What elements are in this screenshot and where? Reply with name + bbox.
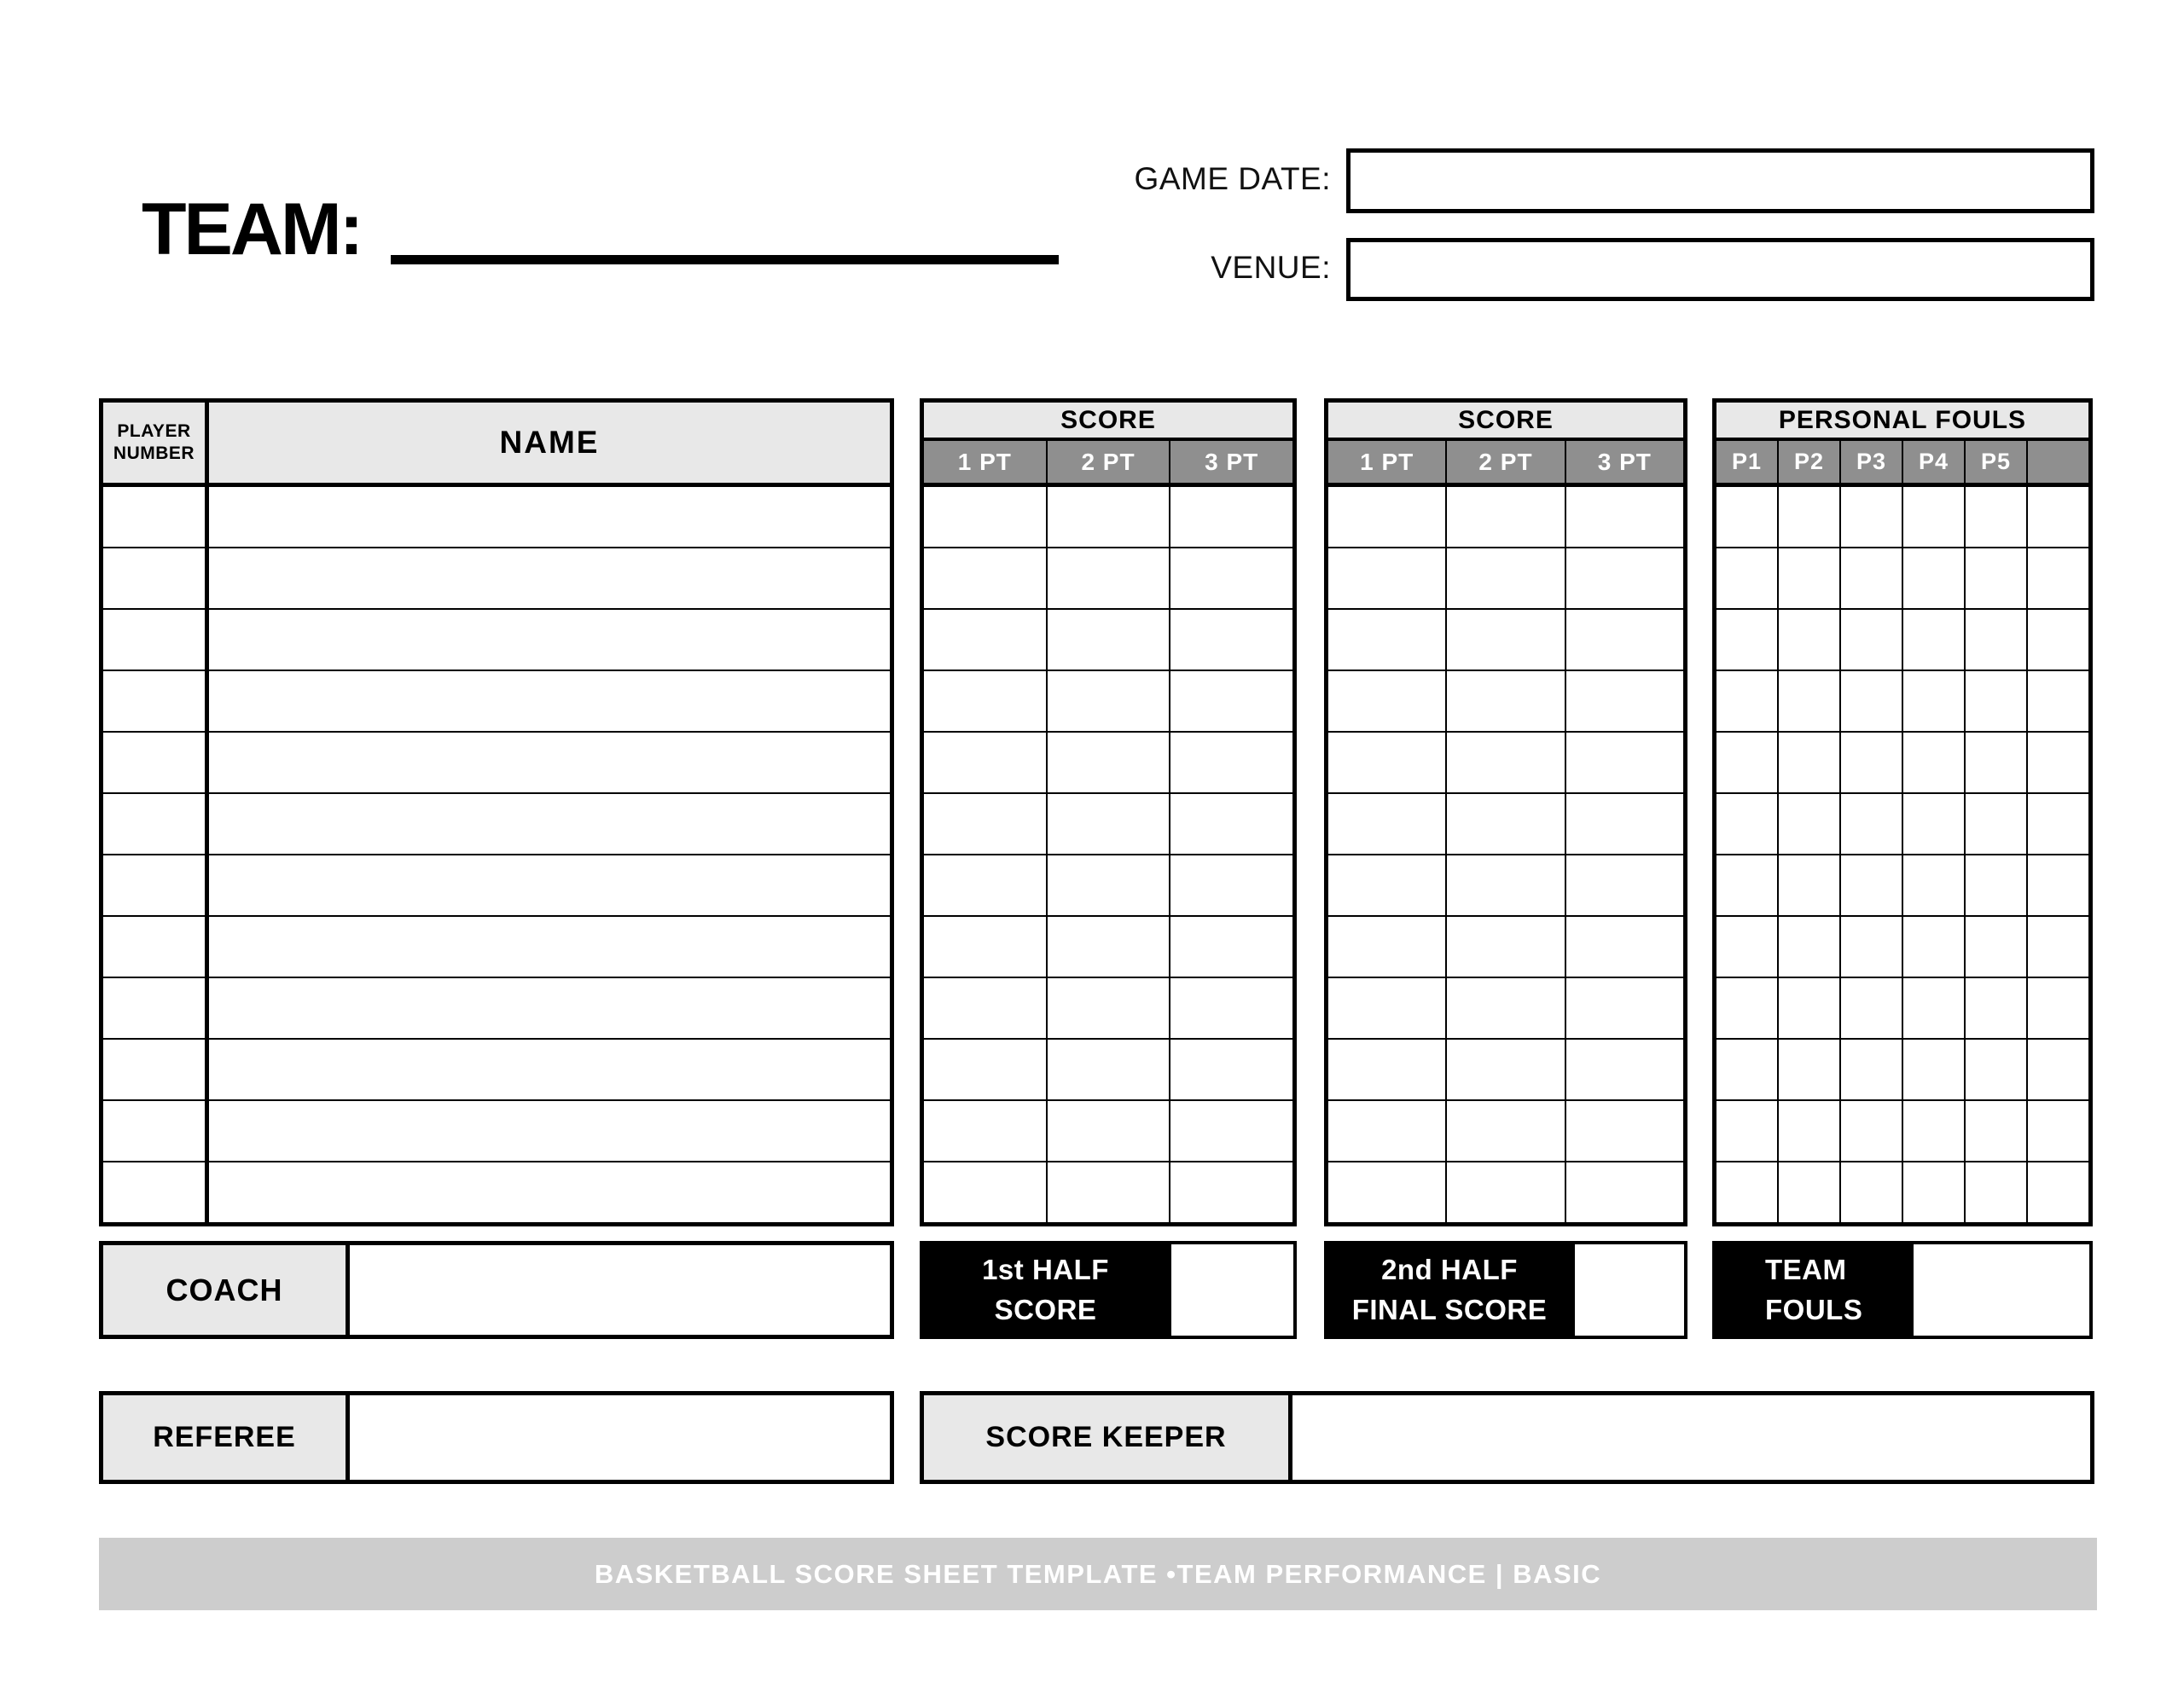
foul-p5-cell[interactable] (1964, 794, 2026, 854)
score-3pt-cell[interactable] (1169, 1101, 1292, 1161)
foul-p3-cell[interactable] (1839, 917, 1902, 977)
player-number-cell[interactable] (103, 1101, 205, 1161)
foul-p4-cell[interactable] (1902, 1101, 1964, 1161)
score-2pt-cell[interactable] (1445, 1101, 1564, 1161)
foul-p1-cell[interactable] (1716, 671, 1777, 731)
score-3pt-cell[interactable] (1169, 610, 1292, 670)
score-2pt-cell[interactable] (1046, 1101, 1170, 1161)
player-name-cell[interactable] (205, 1162, 890, 1222)
foul-extra-cell[interactable] (2026, 487, 2088, 547)
score-2pt-cell[interactable] (1046, 1162, 1170, 1222)
second-half-line2: FINAL SCORE (1351, 1293, 1548, 1325)
score-2pt-cell[interactable] (1046, 610, 1170, 670)
score-3pt-cell[interactable] (1565, 978, 1683, 1038)
player-number-cell[interactable] (103, 548, 205, 608)
score-3pt-cell[interactable] (1565, 610, 1683, 670)
roster-table-body (103, 487, 890, 1222)
score-3pt-cell[interactable] (1169, 855, 1292, 915)
score-1-row (924, 854, 1292, 915)
foul-p4-cell[interactable] (1902, 487, 1964, 547)
score-2-row (1328, 487, 1683, 547)
player-number-cell[interactable] (103, 794, 205, 854)
foul-extra-cell[interactable] (2026, 855, 2088, 915)
score-3pt-cell[interactable] (1169, 1162, 1292, 1222)
foul-p2-cell[interactable] (1777, 978, 1839, 1038)
fouls-row (1716, 731, 2088, 792)
foul-p3-cell[interactable] (1839, 671, 1902, 731)
team-fouls-label (1712, 1241, 1914, 1339)
score-1pt-cell[interactable] (924, 610, 1046, 670)
score-3pt-cell[interactable] (1565, 1162, 1683, 1222)
foul-p4-cell[interactable] (1902, 855, 1964, 915)
foul-p4-cell[interactable] (1902, 917, 1964, 977)
score-3pt-cell[interactable] (1169, 671, 1292, 731)
score-1pt-cell[interactable] (1328, 487, 1445, 547)
foul-p2-cell[interactable] (1777, 487, 1839, 547)
fouls-row (1716, 1161, 2088, 1222)
score-3pt-cell[interactable] (1565, 855, 1683, 915)
score-2pt-cell[interactable] (1445, 794, 1564, 854)
foul-extra-cell[interactable] (2026, 917, 2088, 977)
foul-p2-cell[interactable] (1777, 917, 1839, 977)
foul-p1-cell[interactable] (1716, 855, 1777, 915)
score-1pt-cell[interactable] (1328, 855, 1445, 915)
player-name-cell[interactable] (205, 548, 890, 608)
score-3pt-cell[interactable] (1565, 487, 1683, 547)
score-2-row (1328, 977, 1683, 1038)
first-half-score-box (920, 1241, 1297, 1339)
score-2pt-cell[interactable] (1445, 610, 1564, 670)
score-1pt-cell[interactable] (1328, 671, 1445, 731)
score-1pt-cell[interactable] (924, 671, 1046, 731)
player-number-cell[interactable] (103, 610, 205, 670)
foul-p5-cell[interactable] (1964, 610, 2026, 670)
player-name-cell[interactable] (205, 978, 890, 1038)
team-label: TEAM: (142, 188, 362, 270)
score-2pt-cell[interactable] (1046, 978, 1170, 1038)
score-keeper-input[interactable] (1292, 1395, 2090, 1480)
second-half-line1: 2nd HALF (1381, 1254, 1518, 1286)
fouls-col-p2: P2 (1777, 441, 1839, 483)
coach-box (99, 1241, 894, 1339)
foul-p4-cell[interactable] (1902, 794, 1964, 854)
fouls-col-p4: P4 (1902, 441, 1964, 483)
referee-label: REFEREE (103, 1395, 350, 1480)
score-keeper-box (920, 1391, 2094, 1484)
roster-table (99, 398, 894, 1226)
score-2-col-3pt: 3 PT (1565, 441, 1683, 483)
foul-p2-cell[interactable] (1777, 855, 1839, 915)
roster-row (103, 1161, 890, 1222)
foul-p1-cell[interactable] (1716, 733, 1777, 792)
name-header: NAME (205, 403, 890, 483)
score-2-row (1328, 854, 1683, 915)
score-2-row (1328, 670, 1683, 731)
score-2-col-1pt: 1 PT (1360, 448, 1414, 475)
score-2pt-cell[interactable] (1445, 855, 1564, 915)
coach-label: COACH (103, 1245, 350, 1335)
footer-text: BASKETBALL SCORE SHEET TEMPLATE •TEAM PERFORMANCE | BASIC (594, 1558, 1602, 1589)
score-3pt-cell[interactable] (1565, 671, 1683, 731)
score-2-row (1328, 547, 1683, 608)
score-2pt-cell[interactable] (1445, 671, 1564, 731)
score-3pt-cell[interactable] (1169, 733, 1292, 792)
score-1-col-1pt: 1 PT (957, 448, 1012, 475)
roster-row (103, 915, 890, 977)
referee-input[interactable] (350, 1395, 890, 1480)
foul-p5-cell[interactable] (1964, 917, 2026, 977)
score-table-2-header (1328, 403, 1683, 487)
score-1pt-cell[interactable] (924, 855, 1046, 915)
foul-p1-cell[interactable] (1716, 978, 1777, 1038)
player-name-cell[interactable] (205, 794, 890, 854)
foul-p4-cell[interactable] (1902, 671, 1964, 731)
score-1-row (924, 792, 1292, 854)
score-1-col-2pt: 2 PT (1046, 441, 1170, 483)
score-1pt-cell[interactable] (1328, 1040, 1445, 1099)
player-number-cell[interactable] (103, 1162, 205, 1222)
foul-p1-cell[interactable] (1716, 1040, 1777, 1099)
foul-extra-cell[interactable] (2026, 671, 2088, 731)
personal-fouls-header (1716, 403, 2088, 487)
score-3pt-cell[interactable] (1169, 548, 1292, 608)
foul-extra-cell[interactable] (2026, 548, 2088, 608)
foul-extra-cell[interactable] (2026, 794, 2088, 854)
foul-extra-cell[interactable] (2026, 610, 2088, 670)
team-fouls-line2: FOULS (1765, 1293, 1863, 1325)
foul-p3-cell[interactable] (1839, 1101, 1902, 1161)
fouls-col-p5: P5 (1964, 441, 2026, 483)
score-3pt-cell[interactable] (1169, 917, 1292, 977)
score-2pt-cell[interactable] (1445, 1162, 1564, 1222)
venue-label: VENUE: (1211, 250, 1331, 285)
second-half-final-score-input[interactable] (1575, 1244, 1684, 1336)
footer-bar (99, 1538, 2097, 1610)
foul-p5-cell[interactable] (1964, 671, 2026, 731)
score-1pt-cell[interactable] (924, 1040, 1046, 1099)
score-1pt-cell[interactable] (1328, 794, 1445, 854)
foul-p5-cell[interactable] (1964, 733, 2026, 792)
second-half-final-score-label (1324, 1241, 1575, 1339)
score-1pt-cell[interactable] (924, 1101, 1046, 1161)
roster-row (103, 977, 890, 1038)
score-1pt-cell[interactable] (1328, 1101, 1445, 1161)
fouls-col-p1: P1 (1731, 449, 1763, 474)
score-table-1-body (924, 487, 1292, 1222)
score-2-col-2pt: 2 PT (1445, 441, 1564, 483)
foul-p5-cell[interactable] (1964, 1101, 2026, 1161)
venue-input[interactable] (1346, 238, 2094, 301)
roster-table-header (103, 403, 890, 487)
score-2pt-cell[interactable] (1445, 917, 1564, 977)
roster-row (103, 487, 890, 547)
personal-fouls-title: PERSONAL FOULS (1716, 403, 2088, 438)
first-half-score-input[interactable] (1171, 1244, 1293, 1336)
foul-p3-cell[interactable] (1839, 1040, 1902, 1099)
score-1pt-cell[interactable] (1328, 1162, 1445, 1222)
player-name-cell[interactable] (205, 1101, 890, 1161)
fouls-col-extra (2026, 441, 2088, 483)
score-table-2-body (1328, 487, 1683, 1222)
score-3pt-cell[interactable] (1169, 978, 1292, 1038)
score-3pt-cell[interactable] (1565, 548, 1683, 608)
roster-row (103, 1099, 890, 1161)
fouls-row (1716, 487, 2088, 547)
foul-p4-cell[interactable] (1902, 733, 1964, 792)
score-1pt-cell[interactable] (924, 1162, 1046, 1222)
fouls-row (1716, 854, 2088, 915)
foul-p2-cell[interactable] (1777, 610, 1839, 670)
foul-extra-cell[interactable] (2026, 978, 2088, 1038)
score-1-row (924, 731, 1292, 792)
player-name-cell[interactable] (205, 1040, 890, 1099)
score-2pt-cell[interactable] (1445, 487, 1564, 547)
score-3pt-cell[interactable] (1169, 1040, 1292, 1099)
score-3pt-cell[interactable] (1565, 733, 1683, 792)
fouls-col-p3: P3 (1839, 441, 1902, 483)
score-2pt-cell[interactable] (1046, 794, 1170, 854)
player-number-cell[interactable] (103, 978, 205, 1038)
foul-p1-cell[interactable] (1716, 917, 1777, 977)
foul-p2-cell[interactable] (1777, 548, 1839, 608)
score-1pt-cell[interactable] (924, 548, 1046, 608)
player-name-cell[interactable] (205, 671, 890, 731)
foul-p2-cell[interactable] (1777, 1101, 1839, 1161)
foul-p2-cell[interactable] (1777, 794, 1839, 854)
score-1-col-3pt: 3 PT (1169, 441, 1292, 483)
score-2pt-cell[interactable] (1046, 733, 1170, 792)
score-2pt-cell[interactable] (1445, 548, 1564, 608)
foul-extra-cell[interactable] (2026, 733, 2088, 792)
first-half-line1: 1st HALF (982, 1254, 1109, 1286)
foul-p4-cell[interactable] (1902, 610, 1964, 670)
score-1pt-cell[interactable] (1328, 610, 1445, 670)
score-2-row (1328, 915, 1683, 977)
foul-p4-cell[interactable] (1902, 978, 1964, 1038)
team-fouls-input[interactable] (1914, 1244, 2089, 1336)
foul-p5-cell[interactable] (1964, 978, 2026, 1038)
score-3pt-cell[interactable] (1169, 794, 1292, 854)
team-fouls-line1: TEAM (1765, 1254, 1847, 1286)
score-1-row (924, 487, 1292, 547)
referee-box (99, 1391, 894, 1484)
foul-p3-cell[interactable] (1839, 487, 1902, 547)
second-half-final-score-box (1324, 1241, 1687, 1339)
score-1-row (924, 1038, 1292, 1099)
score-2pt-cell[interactable] (1445, 1040, 1564, 1099)
personal-fouls-table (1712, 398, 2093, 1226)
foul-p1-cell[interactable] (1716, 610, 1777, 670)
foul-p1-cell[interactable] (1716, 1162, 1777, 1222)
score-2pt-cell[interactable] (1046, 487, 1170, 547)
score-1pt-cell[interactable] (924, 794, 1046, 854)
fouls-row (1716, 670, 2088, 731)
foul-p3-cell[interactable] (1839, 610, 1902, 670)
fouls-row (1716, 1038, 2088, 1099)
score-table-2 (1324, 398, 1687, 1226)
score-2-row (1328, 1038, 1683, 1099)
foul-p4-cell[interactable] (1902, 548, 1964, 608)
score-1-title: SCORE (924, 403, 1292, 438)
foul-p3-cell[interactable] (1839, 1162, 1902, 1222)
score-1-row (924, 915, 1292, 977)
score-2-row (1328, 1099, 1683, 1161)
player-number-cell[interactable] (103, 487, 205, 547)
fouls-row (1716, 792, 2088, 854)
foul-p4-cell[interactable] (1902, 1040, 1964, 1099)
score-2-row (1328, 1161, 1683, 1222)
score-2-row (1328, 792, 1683, 854)
score-keeper-label: SCORE KEEPER (924, 1395, 1292, 1480)
personal-fouls-body (1716, 487, 2088, 1222)
foul-p3-cell[interactable] (1839, 733, 1902, 792)
foul-extra-cell[interactable] (2026, 1101, 2088, 1161)
score-2pt-cell[interactable] (1046, 548, 1170, 608)
score-2-row (1328, 608, 1683, 670)
foul-p3-cell[interactable] (1839, 855, 1902, 915)
player-number-cell[interactable] (103, 733, 205, 792)
player-number-cell[interactable] (103, 671, 205, 731)
score-2-row (1328, 731, 1683, 792)
first-half-line2: SCORE (994, 1293, 1097, 1325)
foul-p4-cell[interactable] (1902, 1162, 1964, 1222)
player-number-cell[interactable] (103, 917, 205, 977)
score-2-title: SCORE (1328, 403, 1683, 438)
foul-p2-cell[interactable] (1777, 733, 1839, 792)
roster-row (103, 792, 890, 854)
roster-row (103, 1038, 890, 1099)
player-name-cell[interactable] (205, 733, 890, 792)
score-1-row (924, 547, 1292, 608)
score-2pt-cell[interactable] (1046, 671, 1170, 731)
score-1pt-cell[interactable] (1328, 978, 1445, 1038)
player-number-cell[interactable] (103, 855, 205, 915)
foul-p2-cell[interactable] (1777, 671, 1839, 731)
score-3pt-cell[interactable] (1565, 1101, 1683, 1161)
roster-row (103, 547, 890, 608)
roster-row (103, 608, 890, 670)
roster-row (103, 670, 890, 731)
fouls-row (1716, 977, 2088, 1038)
score-1-row (924, 977, 1292, 1038)
score-1pt-cell[interactable] (924, 487, 1046, 547)
score-3pt-cell[interactable] (1169, 487, 1292, 547)
foul-extra-cell[interactable] (2026, 1162, 2088, 1222)
score-2pt-cell[interactable] (1046, 855, 1170, 915)
score-2pt-cell[interactable] (1046, 917, 1170, 977)
foul-p3-cell[interactable] (1839, 794, 1902, 854)
fouls-row (1716, 608, 2088, 670)
score-1pt-cell[interactable] (1328, 733, 1445, 792)
score-3pt-cell[interactable] (1565, 1040, 1683, 1099)
score-table-1-header (924, 403, 1292, 487)
team-fouls-box (1712, 1241, 2093, 1339)
score-table-1 (920, 398, 1297, 1226)
foul-p1-cell[interactable] (1716, 794, 1777, 854)
foul-p1-cell[interactable] (1716, 1101, 1777, 1161)
fouls-row (1716, 547, 2088, 608)
score-1pt-cell[interactable] (924, 733, 1046, 792)
score-1-row (924, 608, 1292, 670)
player-number-cell[interactable] (103, 1040, 205, 1099)
foul-p5-cell[interactable] (1964, 487, 2026, 547)
player-name-cell[interactable] (205, 610, 890, 670)
fouls-row (1716, 1099, 2088, 1161)
score-1-row (924, 1161, 1292, 1222)
player-name-cell[interactable] (205, 855, 890, 915)
score-1-row (924, 1099, 1292, 1161)
score-1pt-cell[interactable] (1328, 548, 1445, 608)
score-1pt-cell[interactable] (924, 978, 1046, 1038)
score-1pt-cell[interactable] (1328, 917, 1445, 977)
score-1pt-cell[interactable] (924, 917, 1046, 977)
foul-p3-cell[interactable] (1839, 548, 1902, 608)
foul-p2-cell[interactable] (1777, 1040, 1839, 1099)
foul-p5-cell[interactable] (1964, 548, 2026, 608)
player-name-cell[interactable] (205, 917, 890, 977)
foul-p1-cell[interactable] (1716, 487, 1777, 547)
score-2pt-cell[interactable] (1046, 1040, 1170, 1099)
score-2pt-cell[interactable] (1445, 733, 1564, 792)
score-3pt-cell[interactable] (1565, 917, 1683, 977)
first-half-score-label (920, 1241, 1171, 1339)
roster-row (103, 731, 890, 792)
game-date-label: GAME DATE: (1134, 161, 1331, 196)
score-1-row (924, 670, 1292, 731)
score-3pt-cell[interactable] (1565, 794, 1683, 854)
foul-p1-cell[interactable] (1716, 548, 1777, 608)
coach-input[interactable] (350, 1245, 890, 1335)
roster-row (103, 854, 890, 915)
score-2pt-cell[interactable] (1445, 978, 1564, 1038)
fouls-row (1716, 915, 2088, 977)
foul-p3-cell[interactable] (1839, 978, 1902, 1038)
game-date-input[interactable] (1346, 148, 2094, 213)
player-number-header: PLAYER NUMBER (113, 420, 195, 463)
foul-p2-cell[interactable] (1777, 1162, 1839, 1222)
foul-p5-cell[interactable] (1964, 1162, 2026, 1222)
player-name-cell[interactable] (205, 487, 890, 547)
foul-p5-cell[interactable] (1964, 1040, 2026, 1099)
foul-extra-cell[interactable] (2026, 1040, 2088, 1099)
foul-p5-cell[interactable] (1964, 855, 2026, 915)
